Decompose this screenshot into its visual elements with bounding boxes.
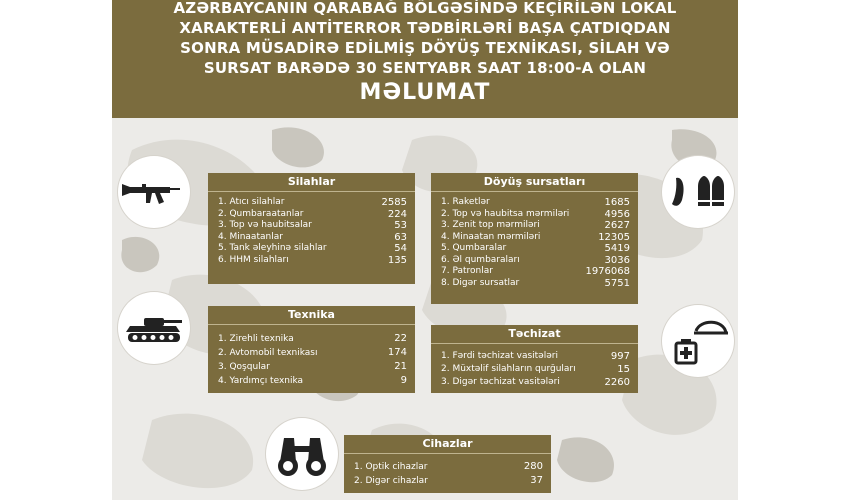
- row-label: 2. Müxtəlif silahların qurğuları: [441, 364, 576, 374]
- row-value: 21: [394, 361, 407, 372]
- row-value: 5419: [604, 243, 630, 254]
- tank-icon: [118, 292, 190, 364]
- row-value: 54: [394, 243, 407, 254]
- table-row: [441, 278, 630, 290]
- ammo-icon: [662, 156, 734, 228]
- infographic-poster: [112, 0, 738, 500]
- row-label: 5. Tank əleyhinə silahlar: [218, 243, 327, 253]
- row-label: 3. Top və haubitsalar: [218, 220, 312, 230]
- row-label: 1. Atıcı silahlar: [218, 197, 285, 207]
- table-row: [441, 232, 630, 244]
- header-main-title: MƏLUMAT: [359, 80, 491, 105]
- table-row: [441, 350, 630, 363]
- row-label: 1. Optik cihazlar: [354, 462, 428, 472]
- row-label: 6. Əl qumbaraları: [441, 254, 520, 265]
- row-label: 6. HHM silahları: [218, 254, 289, 265]
- row-label: 4. Minaatanlar: [218, 231, 283, 242]
- header-line-3: SONRA MÜSADİRƏ EDİLMİŞ DÖYÜŞ TEXNİKASI, SİLAH VƏ: [180, 39, 670, 57]
- header-line-2: XARAKTERLİ ANTİTERROR TƏDBİRLƏRİ BAŞA ÇATDIQDAN: [179, 19, 671, 37]
- table-row: [218, 220, 407, 232]
- table-row: [218, 346, 407, 360]
- devices-card: [344, 435, 551, 493]
- devices-card-title: Cihazlar: [344, 435, 551, 454]
- row-value: 1976068: [585, 266, 630, 277]
- row-label: 1. Raketlər: [441, 197, 490, 207]
- row-label: 5. Qumbaralar: [441, 243, 507, 253]
- vehicles-card-title: Texnika: [208, 306, 415, 325]
- row-value: 63: [394, 231, 407, 243]
- row-value: 2260: [604, 377, 630, 388]
- poster-header: [112, 0, 738, 118]
- table-row: [441, 220, 630, 232]
- row-label: 2. Top və haubitsa mərmiləri: [441, 208, 570, 219]
- row-label: 3. Digər təchizat vasitələri: [441, 377, 560, 387]
- table-row: [218, 232, 407, 244]
- row-label: 4. Yardımçı texnika: [218, 376, 304, 386]
- equipment-card: [431, 325, 638, 393]
- ammo-icon-circle: [662, 156, 734, 228]
- table-row: [441, 376, 630, 389]
- weapons-card: [208, 173, 415, 284]
- row-value: 9: [400, 375, 407, 386]
- vehicles-card: [208, 306, 415, 393]
- row-value: 12305: [598, 231, 630, 243]
- table-row: [218, 243, 407, 255]
- equipment-card-title: Təchizat: [431, 325, 638, 344]
- row-value: 2585: [381, 197, 407, 208]
- table-row: [441, 243, 630, 255]
- ammunition-card-title: Döyüş sursatları: [431, 173, 638, 192]
- row-label: 2. Qumbaraatanlar: [218, 208, 304, 219]
- row-value: 4956: [604, 208, 630, 220]
- table-row: [441, 266, 630, 278]
- binoculars-icon-circle: [266, 418, 338, 490]
- table-row: [218, 374, 407, 388]
- row-label: 4. Minaatan mərmiləri: [441, 231, 541, 242]
- row-value: 224: [387, 208, 407, 220]
- header-line-4: SURSAT BARƏDƏ 30 SENTYABR SAAT 18:00-A OLAN: [203, 59, 647, 77]
- row-label: 8. Digər sursatlar: [441, 277, 520, 288]
- row-value: 22: [394, 333, 407, 344]
- binoculars-icon: [266, 418, 338, 490]
- row-label: 3. Qoşqular: [218, 362, 270, 372]
- table-row: [441, 363, 630, 376]
- table-row: [441, 255, 630, 267]
- table-row: [441, 197, 630, 209]
- tank-icon-circle: [118, 292, 190, 364]
- equipment-icon-circle: [662, 305, 734, 377]
- table-row: [354, 474, 543, 488]
- row-value: 37: [530, 475, 543, 486]
- row-value: 15: [617, 364, 630, 375]
- table-row: [218, 197, 407, 209]
- table-row: [354, 460, 543, 474]
- rifle-icon: [118, 156, 190, 228]
- row-label: 1. Fərdi təchizat vasitələri: [441, 351, 558, 361]
- table-row: [218, 255, 407, 267]
- row-value: 280: [523, 461, 543, 472]
- table-row: [441, 209, 630, 221]
- table-row: [218, 360, 407, 374]
- row-label: 7. Patronlar: [441, 266, 493, 276]
- row-value: 5751: [604, 277, 630, 289]
- row-label: 3. Zenit top mərmiləri: [441, 220, 540, 230]
- header-line-1: AZƏRBAYCANIN QARABAĞ BÖLGƏSİNDƏ KEÇİRİLƏN LOKAL: [173, 0, 677, 17]
- weapons-card-title: Silahlar: [208, 173, 415, 192]
- row-value: 997: [610, 351, 630, 362]
- row-value: 174: [387, 347, 407, 358]
- row-value: 53: [394, 220, 407, 231]
- row-label: 2. Avtomobil texnikası: [218, 348, 318, 358]
- row-value: 135: [387, 254, 407, 266]
- table-row: [218, 209, 407, 221]
- rifle-icon-circle: [118, 156, 190, 228]
- ammunition-card: [431, 173, 638, 304]
- row-label: 2. Digər cihazlar: [354, 476, 428, 486]
- row-label: 1. Zirehli texnika: [218, 334, 294, 344]
- equipment-icon: [662, 305, 734, 377]
- table-row: [218, 332, 407, 346]
- row-value: 2627: [604, 220, 630, 231]
- row-value: 3036: [604, 254, 630, 266]
- row-value: 1685: [604, 197, 630, 208]
